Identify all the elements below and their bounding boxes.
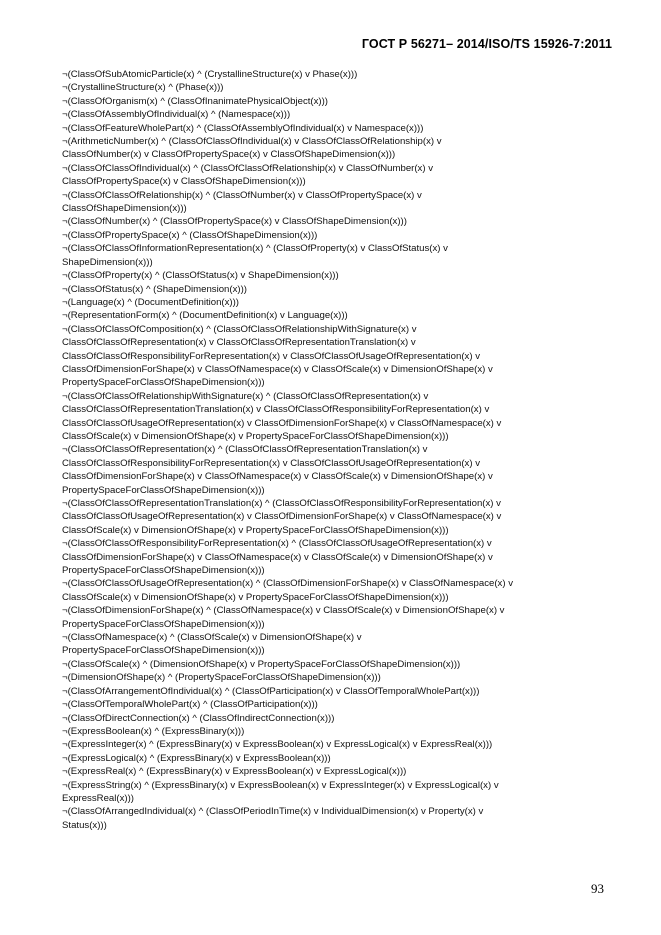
axiom-line: ¬(ExpressLogical(x) ^ (ExpressBinary(x) v ExpressBoolean(x))) — [62, 752, 331, 764]
axiom-line: ¬(ClassOfScale(x) ^ (DimensionOfShape(x) v PropertySpaceForClassOfShapeDimension(x))) — [62, 658, 461, 670]
axiom-line: ¬(ClassOfClassOfRelationship(x) ^ (ClassOfNumber(x) v ClassOfPropertySpace(x) v — [62, 189, 422, 201]
axiom-line: ClassOfClassOfRepresentation(x) v ClassOfClassOfRepresentationTranslation(x) v — [62, 337, 416, 349]
axiom-line: ClassOfScale(x) v DimensionOfShape(x) v PropertySpaceForClassOfShapeDimension(x))) — [62, 430, 449, 442]
axiom-line: ShapeDimension(x))) — [62, 256, 153, 268]
axiom-line: PropertySpaceForClassOfShapeDimension(x))) — [62, 565, 265, 577]
axiom-line: ¬(ClassOfArrangedIndividual(x) ^ (ClassOfPeriodInTime(x) v IndividualDimension(x) v Property(x) v — [62, 806, 484, 818]
axiom-line: ¬(DimensionOfShape(x) ^ (PropertySpaceForClassOfShapeDimension(x))) — [62, 672, 381, 684]
axiom-line: ¬(ClassOfStatus(x) ^ (ShapeDimension(x))) — [62, 283, 247, 295]
axiom-line: ¬(ClassOfTemporalWholePart(x) ^ (ClassOfParticipation(x))) — [62, 699, 318, 711]
axiom-line: ClassOfClassOfUsageOfRepresentation(x) v ClassOfDimensionForShape(x) v ClassOfNamespace(x) v — [62, 417, 502, 429]
axiom-line: ¬(ClassOfProperty(x) ^ (ClassOfStatus(x) v ShapeDimension(x))) — [62, 270, 339, 282]
axiom-line: ¬(ExpressString(x) ^ (ExpressBinary(x) v ExpressBoolean(x) v ExpressInteger(x) v ExpressLogical(x) v — [62, 779, 499, 791]
axiom-line: ¬(ClassOfDirectConnection(x) ^ (ClassOfIndirectConnection(x))) — [62, 712, 335, 724]
axiom-line: ¬(ClassOfClassOfUsageOfRepresentation(x) ^ (ClassOfDimensionForShape(x) v ClassOfNamespace(x) v — [62, 578, 514, 590]
axiom-line: ¬(ClassOfNamespace(x) ^ (ClassOfScale(x) v DimensionOfShape(x) v — [62, 632, 362, 644]
axiom-line: ClassOfPropertySpace(x) v ClassOfShapeDimension(x))) — [62, 176, 306, 188]
axiom-line: PropertySpaceForClassOfShapeDimension(x))) — [62, 377, 265, 389]
document-header — [362, 37, 612, 51]
axiom-line: ¬(ClassOfDimensionForShape(x) ^ (ClassOfNamespace(x) v ClassOfScale(x) v DimensionOfShape(x) v — [62, 605, 505, 617]
axiom-line: ClassOfDimensionForShape(x) v ClassOfNamespace(x) v ClassOfScale(x) v DimensionOfShape(x) v — [62, 551, 493, 563]
axiom-line: ¬(ClassOfClassOfRepresentationTranslation(x) ^ (ClassOfClassOfResponsibilityForRepresentation(x) v — [62, 498, 501, 509]
axiom-line: ExpressReal(x))) — [62, 792, 134, 804]
page-number: 93 — [591, 881, 604, 896]
axiom-list — [62, 68, 614, 832]
standard-identifier: ГОСТ Р 56271– 2014/ISO/TS 15926-7:2011 — [361, 37, 612, 51]
axiom-line: ¬(RepresentationForm(x) ^ (DocumentDefinition(x) v Language(x))) — [62, 310, 348, 322]
axiom-line: ClassOfClassOfResponsibilityForRepresentation(x) v ClassOfClassOfUsageOfRepresentation(x) v — [62, 350, 481, 362]
axiom-line: ¬(CrystallineStructure(x) ^ (Phase(x))) — [62, 82, 224, 94]
axiom-line: ¬(ClassOfClassOfInformationRepresentation(x) ^ (ClassOfProperty(x) v ClassOfStatus(x) v — [62, 243, 448, 255]
axiom-line: ClassOfDimensionForShape(x) v ClassOfNamespace(x) v ClassOfScale(x) v DimensionOfShape(x) v — [62, 363, 493, 375]
axiom-line: ¬(ClassOfClassOfRelationshipWithSignature(x) ^ (ClassOfClassOfRepresentation(x) v — [62, 390, 429, 402]
axiom-line: ¬(ArithmeticNumber(x) ^ (ClassOfClassOfIndividual(x) v ClassOfClassOfRelationship(x) v — [62, 136, 442, 148]
axiom-line: ¬(ClassOfArrangementOfIndividual(x) ^ (ClassOfParticipation(x) v ClassOfTemporalWholePart(x))) — [62, 685, 480, 697]
axiom-line: Status(x))) — [62, 819, 107, 831]
axiom-line: ClassOfClassOfRepresentationTranslation(x) v ClassOfClassOfResponsibilityForRepresentation(x) v — [62, 404, 490, 416]
axiom-line: ¬(ClassOfClassOfRepresentation(x) ^ (ClassOfClassOfRepresentationTranslation(x) v — [62, 444, 428, 456]
axiom-line: ¬(ExpressBoolean(x) ^ (ExpressBinary(x))) — [62, 725, 245, 737]
axiom-line: ¬(ClassOfNumber(x) ^ (ClassOfPropertySpace(x) v ClassOfShapeDimension(x))) — [62, 216, 407, 228]
axiom-line: PropertySpaceForClassOfShapeDimension(x))) — [62, 645, 265, 657]
axiom-line: ¬(ClassOfSubAtomicParticle(x) ^ (CrystallineStructure(x) v Phase(x))) — [62, 69, 358, 80]
axiom-line: ClassOfScale(x) v DimensionOfShape(x) v PropertySpaceForClassOfShapeDimension(x))) — [62, 591, 449, 603]
axiom-line: ClassOfClassOfUsageOfRepresentation(x) v ClassOfDimensionForShape(x) v ClassOfNamespace(x) v — [62, 511, 502, 523]
axiom-line: ClassOfScale(x) v DimensionOfShape(x) v PropertySpaceForClassOfShapeDimension(x))) — [62, 524, 449, 536]
axiom-line: ¬(ClassOfOrganism(x) ^ (ClassOfInanimatePhysicalObject(x))) — [62, 95, 328, 107]
axiom-line: ¬(ClassOfClassOfIndividual(x) ^ (ClassOfClassOfRelationship(x) v ClassOfNumber(x) v — [62, 162, 434, 174]
axiom-line: ClassOfClassOfResponsibilityForRepresentation(x) v ClassOfClassOfUsageOfRepresentation(x) v — [62, 457, 481, 469]
axiom-line: ¬(ExpressInteger(x) ^ (ExpressBinary(x) v ExpressBoolean(x) v ExpressLogical(x) v ExpressReal(x))) — [62, 739, 493, 751]
axiom-line: ClassOfDimensionForShape(x) v ClassOfNamespace(x) v ClassOfScale(x) v DimensionOfShape(x) v — [62, 471, 493, 483]
axiom-line: ¬(ClassOfAssemblyOfIndividual(x) ^ (Namespace(x))) — [62, 109, 291, 121]
axiom-line: ¬(Language(x) ^ (DocumentDefinition(x))) — [62, 296, 239, 308]
axiom-line: PropertySpaceForClassOfShapeDimension(x))) — [62, 484, 265, 496]
axiom-line: PropertySpaceForClassOfShapeDimension(x))) — [62, 618, 265, 630]
axiom-line: ClassOfShapeDimension(x))) — [62, 203, 187, 215]
axiom-line: ¬(ClassOfPropertySpace(x) ^ (ClassOfShapeDimension(x))) — [62, 229, 318, 241]
axiom-line: ClassOfNumber(x) v ClassOfPropertySpace(x) v ClassOfShapeDimension(x))) — [62, 149, 396, 161]
axiom-line: ¬(ClassOfClassOfResponsibilityForRepresentation(x) ^ (ClassOfClassOfUsageOfRepresentation(x) v — [62, 538, 492, 550]
axiom-line: ¬(ClassOfClassOfComposition(x) ^ (ClassOfClassOfRelationshipWithSignature(x) v — [62, 323, 417, 335]
axiom-line: ¬(ExpressReal(x) ^ (ExpressBinary(x) v ExpressBoolean(x) v ExpressLogical(x))) — [62, 766, 407, 778]
axiom-line: ¬(ClassOfFeatureWholePart(x) ^ (ClassOfAssemblyOfIndividual(x) v Namespace(x))) — [62, 122, 424, 134]
